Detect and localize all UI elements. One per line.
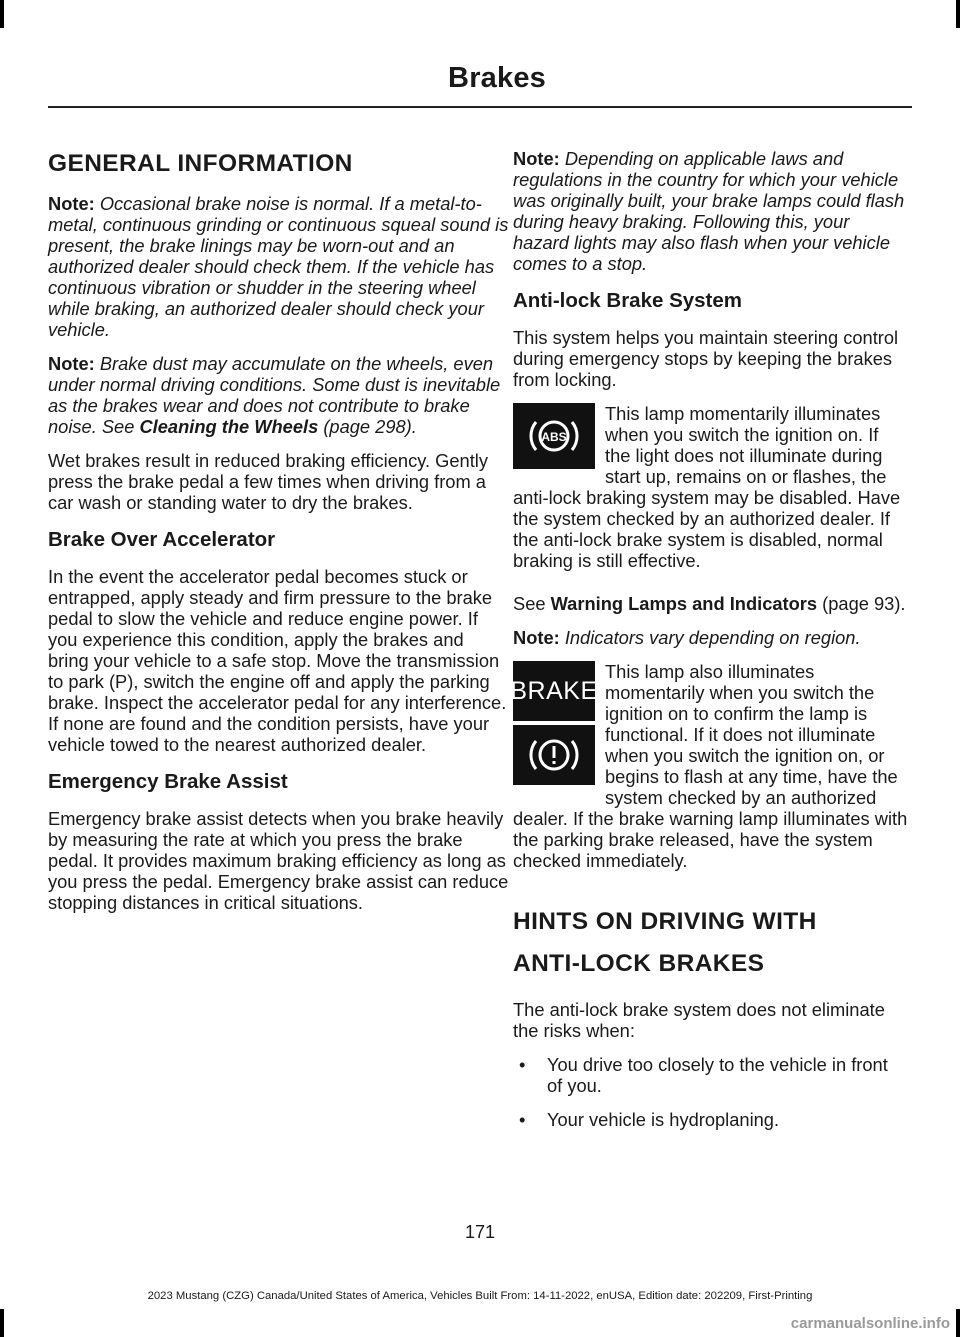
anti-lock-brake-system-heading: Anti-lock Brake System bbox=[513, 289, 743, 312]
risk-list bbox=[513, 1054, 908, 1130]
brake-warning-lamp-icon bbox=[513, 725, 595, 785]
watermark: carmanualsonline.info bbox=[790, 1315, 950, 1332]
note-label: Note: bbox=[513, 148, 560, 169]
right-column bbox=[510, 148, 908, 1143]
brake-lamp-block bbox=[510, 661, 908, 871]
hints-heading-line2: ANTI-LOCK BRAKES bbox=[513, 950, 765, 977]
note-label: Note: bbox=[48, 193, 95, 214]
hints-heading bbox=[513, 907, 908, 979]
cleaning-wheels-link[interactable]: Cleaning the Wheels bbox=[139, 416, 319, 437]
left-column bbox=[48, 148, 509, 926]
page-reference[interactable]: (page 93). bbox=[822, 593, 906, 614]
page-number: 171 bbox=[464, 1222, 496, 1242]
note-text: Brake dust may accumulate on the wheels, even under normal driving conditions. Some dust is inevitable as the brakes wear and does not contribute to brake noise. See bbox=[48, 353, 501, 437]
emergency-brake-assist-text: Emergency brake assist detects when you brake heavily by measuring the rate at which you press the brake pedal. It provides maximum braking efficiency as long as you press the pedal. Emergency brake assist can reduce stopping distances in critical situations. bbox=[48, 808, 509, 913]
brake-over-accelerator-heading: Brake Over Accelerator bbox=[48, 528, 276, 551]
brake-word-lamp-icon: BRAKE bbox=[513, 661, 595, 721]
note-text: Indicators vary depending on region. bbox=[564, 627, 861, 648]
page-title: Brakes bbox=[448, 62, 546, 94]
list-item: • Your vehicle is hydroplaning. bbox=[513, 1109, 908, 1130]
wet-brakes-paragraph: Wet brakes result in reduced braking efficiency. Gently press the brake pedal a few times when driving from a car wash or standing water to dry the brakes. bbox=[48, 450, 488, 513]
hints-heading-line1: HINTS ON DRIVING WITH bbox=[513, 908, 817, 935]
general-information-heading: GENERAL INFORMATION bbox=[48, 150, 353, 177]
edition-footer: 2023 Mustang (CZG) Canada/United States of America, Vehicles Built From: 14-11-2022, enUSA, Edition date: 202209, First-Printing bbox=[147, 1290, 813, 1302]
note-hazard-lights bbox=[513, 148, 908, 274]
note-label: Note: bbox=[513, 627, 560, 648]
crop-mark bbox=[0, 0, 4, 28]
list-item: • You drive too closely to the vehicle in front of you. bbox=[513, 1054, 908, 1096]
crop-mark bbox=[0, 1309, 4, 1337]
see-warning-lamps bbox=[513, 593, 908, 614]
crop-mark bbox=[956, 1309, 960, 1337]
brake-over-accelerator-text: In the event the accelerator pedal becomes stuck or entrapped, apply steady and firm pressure to the brake pedal to slow the vehicle and reduce engine power. If you experience this condition, apply the brakes and bring your vehicle to a safe stop. Move the transmission to park (P), switch the engine off and apply the parking brake. Inspect the accelerator pedal for any interference. If none are found and the condition persists, have your vehicle towed to the nearest authorized dealer. bbox=[48, 566, 507, 755]
brake-lamp-text: This lamp also illuminates momentarily when you switch the ignition on to confirm the lamp is functional. If it does not illuminate when you switch the ignition on, or begins to flash at any time, have the system checked by an authorized dealer. If the brake warning lamp illuminates with the parking brake released, have the system checked immediately. bbox=[513, 661, 908, 871]
warning-lamps-link[interactable]: Warning Lamps and Indicators bbox=[550, 593, 818, 614]
see-prefix: See bbox=[513, 593, 551, 614]
crop-mark bbox=[956, 0, 960, 28]
page-reference[interactable]: (page 298). bbox=[323, 416, 417, 437]
hints-intro: The anti-lock brake system does not eliminate the risks when: bbox=[513, 999, 885, 1041]
header-divider bbox=[48, 106, 912, 108]
abs-lamp-block bbox=[513, 403, 908, 571]
note-text: Occasional brake noise is normal. If a metal-to-metal, continuous grinding or continuous squeal sound is present, the brake linings may be worn-out and an authorized dealer should check them. If the vehicle has continuous vibration or shudder in the steering wheel while braking, an authorized dealer should check your vehicle. bbox=[48, 193, 509, 340]
abs-intro: This system helps you maintain steering control during emergency stops by keeping the brakes from locking. bbox=[513, 327, 899, 390]
note-label: Note: bbox=[48, 353, 95, 374]
note-brake-dust bbox=[48, 353, 509, 437]
emergency-brake-assist-heading: Emergency Brake Assist bbox=[48, 770, 288, 793]
brake-icons bbox=[510, 661, 598, 789]
abs-icon-label: ABS bbox=[541, 430, 567, 444]
note-brake-noise bbox=[48, 193, 509, 340]
note-indicators bbox=[513, 627, 908, 648]
abs-warning-lamp-icon bbox=[513, 403, 595, 469]
abs-lamp-text: This lamp momentarily illuminates when you switch the ignition on. If the light does not illuminate during start up, remains on or flashes, the anti-lock braking system may be disabled. Have the system checked by an authorized dealer. If the anti-lock brake system is disabled, normal braking is still effective. bbox=[513, 403, 901, 571]
note-text: Depending on applicable laws and regulations in the country for which your vehicle was originally built, your brake lamps could flash during heavy braking. Following this, your hazard lights may also flash when your vehicle comes to a stop. bbox=[513, 148, 905, 274]
